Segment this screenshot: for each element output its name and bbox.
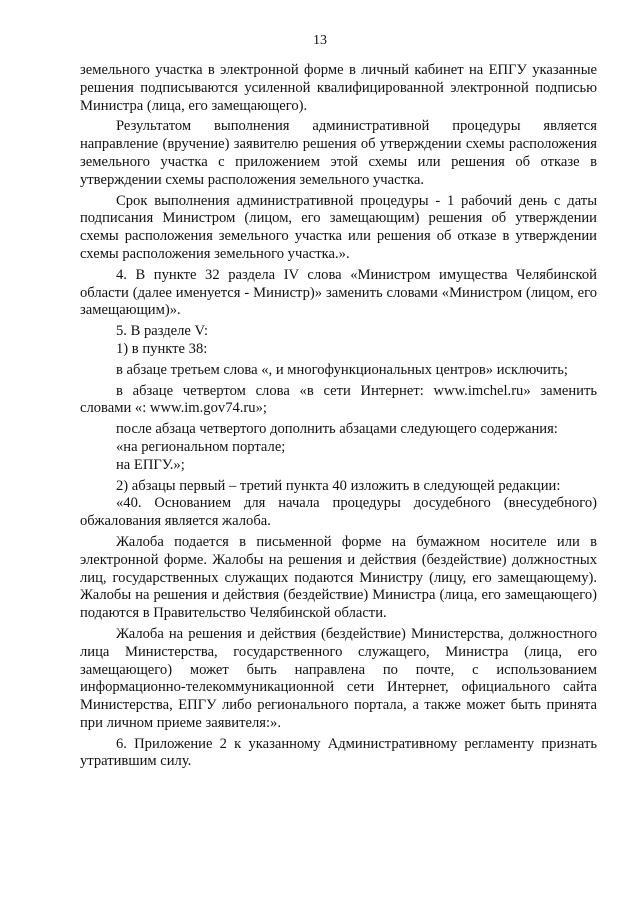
- paragraph-14: Жалоба подается в письменной форме на бумажном носителе или в электронной форме. Жалобы на решения и действия (бездействие) должностных лиц, государственных служащих подаются Министру (лицу, его замещающему). Жалобы на решения и действия (бездействие) Министра (лица, его замещающего) подаются в Правительство Челябинской области.: [80, 533, 597, 622]
- page-number: 13: [313, 33, 327, 48]
- paragraph-9: после абзаца четвертого дополнить абзацами следующего содержания:: [116, 421, 558, 438]
- paragraph-3: Срок выполнения административной процедуры - 1 рабочий день с даты подписания Министром (лицом, его замещающим) решения об утверждении схемы расположения земельного участка или решения об отказе в утверждении схемы расположения земельного участка.».: [80, 192, 597, 262]
- paragraph-16: 6. Приложение 2 к указанному Административному регламенту признать утратившим силу.: [80, 735, 597, 770]
- paragraph-6: 1) в пункте 38:: [116, 340, 208, 357]
- document-body: [80, 62, 597, 771]
- paragraph-8: в абзаце четвертом слова «в сети Интернет: www.imchel.ru» заменить словами «: www.im.gov74.ru»;: [80, 382, 597, 417]
- paragraph-4: 4. В пункте 32 раздела IV слова «Министром имущества Челябинской области (далее именуется - Министр)» заменить словами «Министром (лицом, его замещающим)».: [80, 266, 597, 319]
- paragraph-1: земельного участка в электронной форме в личный кабинет на ЕПГУ указанные решения подписываются усиленной квалифицированной электронной подписью Министра (лица, его замещающего).: [80, 62, 597, 114]
- paragraph-13: «40. Основанием для начала процедуры досудебного (внесудебного) обжалования является жалоба.: [80, 495, 597, 530]
- paragraph-15: Жалоба на решения и действия (бездействие) Министерства, должностного лица Министерства, государственного служащего, Министра (лица, его замещающего) может быть направлена по почте, с использованием информационно-телекоммуникационной сети Интернет, официального сайта Министерства, ЕПГУ либо регионального портала, а также может быть принята при личном приеме заявителя:».: [80, 625, 597, 731]
- paragraph-10: «на региональном портале;: [116, 438, 286, 455]
- paragraph-5: 5. В разделе V:: [116, 323, 209, 340]
- paragraph-7: в абзаце третьем слова «, и многофункциональных центров» исключить;: [116, 361, 568, 378]
- paragraph-12: 2) абзацы первый – третий пункта 40 изложить в следующей редакции:: [116, 477, 561, 494]
- paragraph-2: Результатом выполнения административной процедуры является направление (вручение) заявителю решения об утверждении схемы расположения земельного участка с приложением этой схемы или решения об отказе в утверждении схемы расположения земельного участка.: [80, 118, 597, 188]
- paragraph-11: на ЕПГУ.»;: [116, 456, 185, 473]
